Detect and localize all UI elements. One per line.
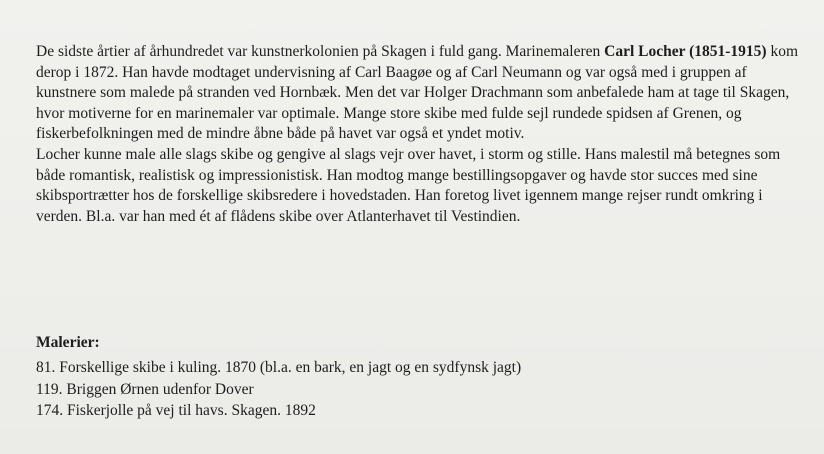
paintings-list (36, 357, 806, 422)
intro-text-end: kom derop i 1872. Han havde modtaget undervisning af Carl Baagøe og af Carl Neumann og var også med i gruppen af kunstnere som malede på stranden ved Hornbæk. Men det var Holger Drachmann som anbefalede ham at tage til Skagen, hvor motiverne for en marinemaler var optimale. Mange store skibe med fulde sejl rundede spidsen af Grenen, og fiskerbefolkningen med de mindre åbne både på havet var også et yndet motiv. (36, 43, 799, 143)
intro-text-start: De sidste årtier af århundredet var kunstnerkolonien på Skagen i fuld gang. Marinemaleren (36, 43, 605, 60)
painting-item: 81. Forskellige skibe i kuling. 1870 (bl.a. en bark, en jagt og en sydfynsk jagt) (36, 359, 522, 376)
style-paragraph: Locher kunne male alle slags skibe og gengive al slags vejr over havet, i storm og stille. Hans malestil må betegnes som både romantisk, realistisk og impressionistisk. Han modtog mange bestillingsopgaver og havde stor succes med sine skibsportrætter hos de forskellige skibsredere i hovedstaden. Han foretog livet igennem mange rejser rundt omkring i verden. Bl.a. var han med ét af flådens skibe over Atlanterhavet til Vestindien. (36, 145, 781, 225)
artist-name: Carl Locher (1851-1915) (604, 43, 767, 60)
paintings-heading: Malerier: (36, 334, 100, 351)
painting-item: 174. Fiskerjolle på vej til havs. Skagen. 1892 (36, 402, 316, 419)
body-text (36, 42, 806, 227)
intro-paragraph (36, 42, 806, 145)
painting-item: 119. Briggen Ørnen udenfor Dover (36, 380, 254, 398)
